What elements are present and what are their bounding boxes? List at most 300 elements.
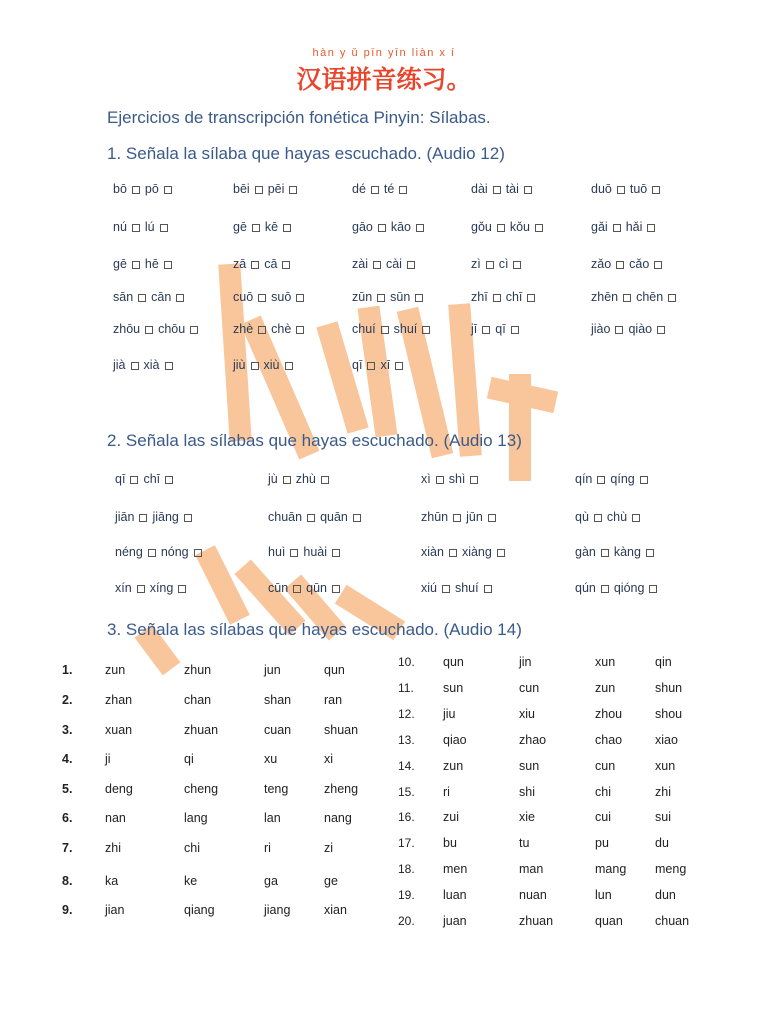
section2-checkbox[interactable] bbox=[130, 476, 138, 484]
syllable-option[interactable]: cuan bbox=[264, 723, 292, 737]
syllable-option[interactable]: men bbox=[443, 862, 468, 876]
section1-checkbox[interactable] bbox=[623, 294, 631, 302]
syllable-option[interactable]: zun bbox=[105, 663, 126, 677]
syllable-option[interactable]: ge bbox=[324, 874, 338, 888]
row-number: 6. bbox=[62, 811, 73, 825]
section2-syllable: cūn bbox=[268, 581, 289, 595]
syllable-option[interactable]: deng bbox=[105, 782, 133, 796]
section1-checkbox[interactable] bbox=[654, 261, 662, 269]
syllable-option[interactable]: zun bbox=[443, 759, 464, 773]
syllable-option[interactable]: xian bbox=[324, 903, 347, 917]
syllable-option[interactable]: shun bbox=[655, 681, 683, 695]
section1-syllable: pō bbox=[144, 182, 159, 196]
section1-checkbox[interactable] bbox=[138, 294, 146, 302]
section1-checkbox[interactable] bbox=[176, 294, 184, 302]
syllable-option[interactable]: jin bbox=[519, 655, 532, 669]
section2-checkbox[interactable] bbox=[290, 549, 298, 557]
section1-checkbox[interactable] bbox=[132, 224, 140, 232]
syllable-option[interactable]: nan bbox=[105, 811, 126, 825]
syllable-option[interactable]: ran bbox=[324, 693, 343, 707]
section1-syllable: sān bbox=[113, 290, 134, 304]
section1-pair bbox=[113, 220, 173, 234]
section1-syllable: hē bbox=[144, 257, 159, 271]
syllable-option[interactable]: sun bbox=[519, 759, 540, 773]
section1-checkbox[interactable] bbox=[617, 186, 625, 194]
syllable-option[interactable]: sui bbox=[655, 810, 671, 824]
section1-syllable: chuí bbox=[352, 322, 376, 336]
row-number: 3. bbox=[62, 723, 73, 737]
section1-syllable: pēi bbox=[267, 182, 285, 196]
section1-checkbox[interactable] bbox=[164, 261, 172, 269]
row-number: 8. bbox=[62, 874, 73, 888]
syllable-option[interactable]: cui bbox=[595, 810, 611, 824]
section1-checkbox[interactable] bbox=[513, 261, 521, 269]
section1-checkbox[interactable] bbox=[258, 294, 266, 302]
syllable-option[interactable]: cun bbox=[519, 681, 540, 695]
syllable-option[interactable]: lun bbox=[595, 888, 612, 902]
section1-checkbox[interactable] bbox=[493, 186, 501, 194]
section1-syllable: gē bbox=[233, 220, 247, 234]
section2-syllable: qūn bbox=[306, 581, 328, 595]
section1-checkbox[interactable] bbox=[251, 261, 259, 269]
section1-syllable: tài bbox=[505, 182, 519, 196]
section1-checkbox[interactable] bbox=[493, 294, 501, 302]
section2-checkbox[interactable] bbox=[601, 585, 609, 593]
section1-syllable: qiào bbox=[628, 322, 653, 336]
section2-syllable: qín bbox=[575, 472, 593, 486]
section1-pair bbox=[471, 182, 537, 196]
section1-checkbox[interactable] bbox=[255, 186, 263, 194]
syllable-option[interactable]: ga bbox=[264, 874, 278, 888]
section1-pair bbox=[352, 220, 429, 234]
syllable-option[interactable]: ji bbox=[105, 752, 111, 766]
syllable-option[interactable]: xun bbox=[655, 759, 676, 773]
syllable-option[interactable]: zheng bbox=[324, 782, 359, 796]
syllable-option[interactable]: cun bbox=[595, 759, 616, 773]
section1-syllable: dài bbox=[471, 182, 488, 196]
section1-syllable: bō bbox=[113, 182, 127, 196]
syllable-option[interactable]: ke bbox=[184, 874, 198, 888]
section2-pair bbox=[421, 472, 483, 486]
section2-syllable: kàng bbox=[613, 545, 641, 559]
syllable-option[interactable]: lang bbox=[184, 811, 208, 825]
section1-pair bbox=[352, 322, 435, 336]
section2-checkbox[interactable] bbox=[283, 476, 291, 484]
row-number: 7. bbox=[62, 841, 73, 855]
section2-checkbox[interactable] bbox=[165, 476, 173, 484]
section1-checkbox[interactable] bbox=[164, 186, 172, 194]
section2-checkbox[interactable] bbox=[497, 549, 505, 557]
section1-pair bbox=[352, 358, 408, 372]
syllable-option[interactable]: ri bbox=[443, 785, 450, 799]
section1-checkbox[interactable] bbox=[422, 326, 430, 334]
section1-pair bbox=[233, 322, 309, 336]
section1-title: 1. Señala la sílaba que hayas escuchado. (Audio 12) bbox=[107, 144, 505, 163]
section1-checkbox[interactable] bbox=[399, 186, 407, 194]
section1-checkbox[interactable] bbox=[296, 326, 304, 334]
syllable-option[interactable]: xiao bbox=[655, 733, 678, 747]
syllable-option[interactable]: jiang bbox=[264, 903, 291, 917]
syllable-option[interactable]: ri bbox=[264, 841, 271, 855]
syllable-option[interactable]: zhi bbox=[105, 841, 121, 855]
section1-pair bbox=[591, 220, 660, 234]
section1-checkbox[interactable] bbox=[668, 294, 676, 302]
syllable-option[interactable]: xiu bbox=[519, 707, 535, 721]
row-number: 9. bbox=[62, 903, 73, 917]
syllable-option[interactable]: zhun bbox=[184, 663, 212, 677]
section1-checkbox[interactable] bbox=[378, 224, 386, 232]
section1-checkbox[interactable] bbox=[486, 261, 494, 269]
syllable-option[interactable]: shou bbox=[655, 707, 683, 721]
section1-checkbox[interactable] bbox=[511, 326, 519, 334]
section2-syllable: qíng bbox=[610, 472, 635, 486]
section2-syllable: jiān bbox=[115, 510, 135, 524]
section1-checkbox[interactable] bbox=[377, 294, 385, 302]
row-number: 4. bbox=[62, 752, 73, 766]
section1-syllable: kē bbox=[264, 220, 279, 234]
section1-syllable: lú bbox=[144, 220, 155, 234]
section2-syllable: jūn bbox=[466, 510, 483, 524]
section1-syllable: kāo bbox=[390, 220, 412, 234]
section1-checkbox[interactable] bbox=[416, 224, 424, 232]
row-number: 17. bbox=[398, 836, 415, 850]
section1-checkbox[interactable] bbox=[160, 224, 168, 232]
section2-checkbox[interactable] bbox=[488, 514, 496, 522]
section1-syllable: zūn bbox=[352, 290, 373, 304]
section2-checkbox[interactable] bbox=[332, 585, 340, 593]
section1-pair bbox=[471, 257, 526, 271]
syllable-option[interactable]: shuan bbox=[324, 723, 359, 737]
syllable-option[interactable]: shan bbox=[264, 693, 292, 707]
section1-checkbox[interactable] bbox=[190, 326, 198, 334]
section2-syllable: nóng bbox=[160, 545, 189, 559]
section1-checkbox[interactable] bbox=[258, 326, 266, 334]
section1-checkbox[interactable] bbox=[524, 186, 532, 194]
section2-syllable: chù bbox=[606, 510, 628, 524]
section2-syllable: shuí bbox=[454, 581, 479, 595]
section1-checkbox[interactable] bbox=[145, 326, 153, 334]
syllable-option[interactable]: zhi bbox=[655, 785, 671, 799]
header-chinese-suffix: 。 bbox=[446, 65, 472, 94]
page-subtitle: Ejercicios de transcripción fonética Pinyin: Sílabas. bbox=[107, 108, 491, 127]
section1-pair bbox=[352, 182, 412, 196]
header-pinyin: hàn y ǔ pīn yīn liàn x í bbox=[312, 47, 456, 59]
section2-syllable: xíng bbox=[149, 581, 174, 595]
syllable-option[interactable]: zhan bbox=[105, 693, 133, 707]
section1-checkbox[interactable] bbox=[252, 224, 260, 232]
section1-checkbox[interactable] bbox=[282, 261, 290, 269]
section2-pair bbox=[421, 581, 497, 595]
section1-checkbox[interactable] bbox=[132, 186, 140, 194]
section1-checkbox[interactable] bbox=[407, 261, 415, 269]
syllable-option[interactable]: chan bbox=[184, 693, 212, 707]
row-number: 16. bbox=[398, 810, 415, 824]
section2-checkbox[interactable] bbox=[594, 514, 602, 522]
section1-pair bbox=[233, 182, 302, 196]
syllable-option[interactable]: jian bbox=[105, 903, 125, 917]
section2-syllable: xiú bbox=[421, 581, 437, 595]
section1-pair bbox=[113, 322, 203, 336]
header-chinese-title bbox=[0, 60, 768, 96]
section1-syllable: gǒu bbox=[471, 220, 492, 234]
section1-syllable: qī bbox=[352, 358, 363, 372]
section1-syllable: cì bbox=[498, 257, 509, 271]
syllable-option[interactable]: meng bbox=[655, 862, 687, 876]
section1-pair bbox=[113, 290, 189, 304]
section2-pair bbox=[268, 472, 334, 486]
section1-syllable: xià bbox=[143, 358, 160, 372]
section1-syllable: kǒu bbox=[509, 220, 531, 234]
section1-syllable: shuí bbox=[393, 322, 418, 336]
syllable-option[interactable]: qiao bbox=[443, 733, 467, 747]
section1-syllable: bēi bbox=[233, 182, 250, 196]
section2-checkbox[interactable] bbox=[597, 476, 605, 484]
section1-pair bbox=[591, 257, 667, 271]
section1-syllable: gē bbox=[113, 257, 127, 271]
section1-checkbox[interactable] bbox=[381, 326, 389, 334]
syllable-option[interactable]: teng bbox=[264, 782, 289, 796]
section2-syllable: qún bbox=[575, 581, 596, 595]
section1-syllable: hǎi bbox=[625, 220, 643, 234]
section2-checkbox[interactable] bbox=[139, 514, 147, 522]
syllable-option[interactable]: jun bbox=[264, 663, 281, 677]
section2-checkbox[interactable] bbox=[632, 514, 640, 522]
section2-checkbox[interactable] bbox=[184, 514, 192, 522]
section1-checkbox[interactable] bbox=[296, 294, 304, 302]
section1-checkbox[interactable] bbox=[131, 362, 139, 370]
section1-checkbox[interactable] bbox=[657, 326, 665, 334]
section2-pair bbox=[575, 545, 659, 559]
section1-pair bbox=[233, 358, 298, 372]
section2-checkbox[interactable] bbox=[307, 514, 315, 522]
syllable-option[interactable]: nang bbox=[324, 811, 352, 825]
section2-syllable: jiāng bbox=[152, 510, 179, 524]
syllable-option[interactable]: xun bbox=[595, 655, 616, 669]
section2-syllable: gàn bbox=[575, 545, 596, 559]
section2-syllable: xiàn bbox=[421, 545, 444, 559]
section1-pair bbox=[591, 322, 670, 336]
syllable-option[interactable]: xu bbox=[264, 752, 278, 766]
row-number: 5. bbox=[62, 782, 73, 796]
row-number: 2. bbox=[62, 693, 73, 707]
section2-checkbox[interactable] bbox=[470, 476, 478, 484]
section1-checkbox[interactable] bbox=[647, 224, 655, 232]
syllable-option[interactable]: chi bbox=[184, 841, 200, 855]
section1-syllable: zài bbox=[352, 257, 368, 271]
section1-pair bbox=[471, 220, 548, 234]
syllable-option[interactable]: quan bbox=[595, 914, 623, 928]
section2-syllable: huì bbox=[268, 545, 286, 559]
section2-syllable: jù bbox=[268, 472, 278, 486]
syllable-option[interactable]: sun bbox=[443, 681, 464, 695]
section1-syllable: zā bbox=[233, 257, 247, 271]
section2-checkbox[interactable] bbox=[449, 549, 457, 557]
section1-checkbox[interactable] bbox=[289, 186, 297, 194]
section2-checkbox[interactable] bbox=[484, 585, 492, 593]
row-number: 19. bbox=[398, 888, 415, 902]
section2-syllable: qù bbox=[575, 510, 589, 524]
section2-checkbox[interactable] bbox=[646, 549, 654, 557]
section1-checkbox[interactable] bbox=[535, 224, 543, 232]
section2-syllable: xín bbox=[115, 581, 132, 595]
section1-syllable: gǎi bbox=[591, 220, 608, 234]
section1-syllable: jiù bbox=[233, 358, 246, 372]
section1-checkbox[interactable] bbox=[482, 326, 490, 334]
section2-syllable: néng bbox=[115, 545, 143, 559]
section2-pair bbox=[115, 472, 178, 486]
section1-checkbox[interactable] bbox=[616, 261, 624, 269]
section1-checkbox[interactable] bbox=[371, 186, 379, 194]
section2-pair bbox=[421, 510, 501, 524]
section2-syllable: quān bbox=[320, 510, 348, 524]
syllable-option[interactable]: ka bbox=[105, 874, 119, 888]
syllable-option[interactable]: mang bbox=[595, 862, 627, 876]
syllable-option[interactable]: jiu bbox=[443, 707, 456, 721]
section2-checkbox[interactable] bbox=[442, 585, 450, 593]
section2-checkbox[interactable] bbox=[601, 549, 609, 557]
section2-checkbox[interactable] bbox=[436, 476, 444, 484]
section1-checkbox[interactable] bbox=[395, 362, 403, 370]
section1-pair bbox=[591, 290, 681, 304]
syllable-option[interactable]: juan bbox=[443, 914, 467, 928]
section2-syllable: zhù bbox=[295, 472, 316, 486]
section1-checkbox[interactable] bbox=[613, 224, 621, 232]
section1-syllable: gāo bbox=[352, 220, 373, 234]
section2-checkbox[interactable] bbox=[321, 476, 329, 484]
syllable-option[interactable]: zhuan bbox=[184, 723, 219, 737]
syllable-option[interactable]: dun bbox=[655, 888, 676, 902]
syllable-option[interactable]: chao bbox=[595, 733, 623, 747]
section2-syllable: qī bbox=[115, 472, 126, 486]
section1-checkbox[interactable] bbox=[283, 224, 291, 232]
section2-syllable: zhūn bbox=[421, 510, 449, 524]
row-number: 12. bbox=[398, 707, 415, 721]
section1-syllable: cài bbox=[385, 257, 402, 271]
syllable-option[interactable]: lan bbox=[264, 811, 281, 825]
section2-syllable: xiàng bbox=[461, 545, 492, 559]
syllable-option[interactable]: nuan bbox=[519, 888, 547, 902]
row-number: 20. bbox=[398, 914, 415, 928]
syllable-option[interactable]: qun bbox=[443, 655, 464, 669]
section1-checkbox[interactable] bbox=[527, 294, 535, 302]
syllable-option[interactable]: bu bbox=[443, 836, 457, 850]
syllable-option[interactable]: qiang bbox=[184, 903, 215, 917]
section2-pair bbox=[575, 581, 662, 595]
section2-checkbox[interactable] bbox=[332, 549, 340, 557]
syllable-option[interactable]: chuan bbox=[655, 914, 690, 928]
section2-checkbox[interactable] bbox=[640, 476, 648, 484]
section2-pair bbox=[575, 472, 653, 486]
section1-syllable: jī bbox=[471, 322, 478, 336]
section2-syllable: shì bbox=[448, 472, 466, 486]
section1-syllable: zhēn bbox=[591, 290, 619, 304]
syllable-option[interactable]: qun bbox=[324, 663, 345, 677]
section1-pair bbox=[233, 220, 296, 234]
section2-syllable: xì bbox=[421, 472, 431, 486]
row-number: 1. bbox=[62, 663, 73, 677]
section1-pair bbox=[352, 290, 428, 304]
section1-syllable: tuō bbox=[629, 182, 648, 196]
section1-pair bbox=[233, 290, 309, 304]
syllable-option[interactable]: zhuan bbox=[519, 914, 554, 928]
section3-title: 3. Señala las sílabas que hayas escuchado. (Audio 14) bbox=[107, 620, 522, 639]
section1-syllable: cǎo bbox=[629, 257, 650, 271]
section1-checkbox[interactable] bbox=[415, 294, 423, 302]
syllable-option[interactable]: xie bbox=[519, 810, 535, 824]
row-number: 18. bbox=[398, 862, 415, 876]
section1-checkbox[interactable] bbox=[132, 261, 140, 269]
section1-syllable: jiào bbox=[591, 322, 611, 336]
section2-checkbox[interactable] bbox=[178, 585, 186, 593]
section2-pair bbox=[421, 545, 510, 559]
syllable-option[interactable]: cheng bbox=[184, 782, 219, 796]
section1-syllable: suō bbox=[271, 290, 292, 304]
syllable-option[interactable]: xuan bbox=[105, 723, 133, 737]
syllable-option[interactable]: du bbox=[655, 836, 669, 850]
section1-pair bbox=[233, 257, 295, 271]
syllable-option[interactable]: zi bbox=[324, 841, 334, 855]
syllable-option[interactable]: chi bbox=[595, 785, 611, 799]
syllable-option[interactable]: qi bbox=[184, 752, 194, 766]
section1-pair bbox=[113, 257, 177, 271]
section1-checkbox[interactable] bbox=[285, 362, 293, 370]
section1-checkbox[interactable] bbox=[497, 224, 505, 232]
section1-syllable: zhōu bbox=[113, 322, 141, 336]
section1-checkbox[interactable] bbox=[652, 186, 660, 194]
syllable-option[interactable]: qin bbox=[655, 655, 672, 669]
syllable-option[interactable]: zhao bbox=[519, 733, 547, 747]
syllable-option[interactable]: zun bbox=[595, 681, 616, 695]
section1-syllable: cān bbox=[151, 290, 172, 304]
syllable-option[interactable]: xi bbox=[324, 752, 334, 766]
section1-pair bbox=[113, 182, 177, 196]
section1-pair bbox=[471, 290, 540, 304]
section2-pair bbox=[115, 545, 207, 559]
section2-checkbox[interactable] bbox=[148, 549, 156, 557]
section1-checkbox[interactable] bbox=[367, 362, 375, 370]
section1-syllable: sūn bbox=[390, 290, 411, 304]
section1-syllable: chè bbox=[271, 322, 292, 336]
section1-syllable: jià bbox=[113, 358, 126, 372]
section1-syllable: té bbox=[383, 182, 395, 196]
section2-checkbox[interactable] bbox=[194, 549, 202, 557]
section1-syllable: zǎo bbox=[591, 257, 612, 271]
section1-pair bbox=[591, 182, 665, 196]
section1-checkbox[interactable] bbox=[251, 362, 259, 370]
section1-checkbox[interactable] bbox=[165, 362, 173, 370]
syllable-option[interactable]: pu bbox=[595, 836, 609, 850]
section2-checkbox[interactable] bbox=[293, 585, 301, 593]
section2-checkbox[interactable] bbox=[453, 514, 461, 522]
section1-syllable: xiù bbox=[263, 358, 280, 372]
section1-checkbox[interactable] bbox=[373, 261, 381, 269]
syllable-option[interactable]: man bbox=[519, 862, 544, 876]
syllable-option[interactable]: luan bbox=[443, 888, 467, 902]
syllable-option[interactable]: zhou bbox=[595, 707, 623, 721]
section2-checkbox[interactable] bbox=[649, 585, 657, 593]
syllable-option[interactable]: shi bbox=[519, 785, 535, 799]
section1-pair bbox=[352, 257, 420, 271]
section2-checkbox[interactable] bbox=[137, 585, 145, 593]
syllable-option[interactable]: tu bbox=[519, 836, 530, 850]
section2-pair bbox=[115, 510, 197, 524]
row-number: 15. bbox=[398, 785, 415, 799]
section1-syllable: nú bbox=[113, 220, 127, 234]
section2-checkbox[interactable] bbox=[353, 514, 361, 522]
section1-checkbox[interactable] bbox=[615, 326, 623, 334]
section1-syllable: cuō bbox=[233, 290, 254, 304]
syllable-option[interactable]: zui bbox=[443, 810, 459, 824]
